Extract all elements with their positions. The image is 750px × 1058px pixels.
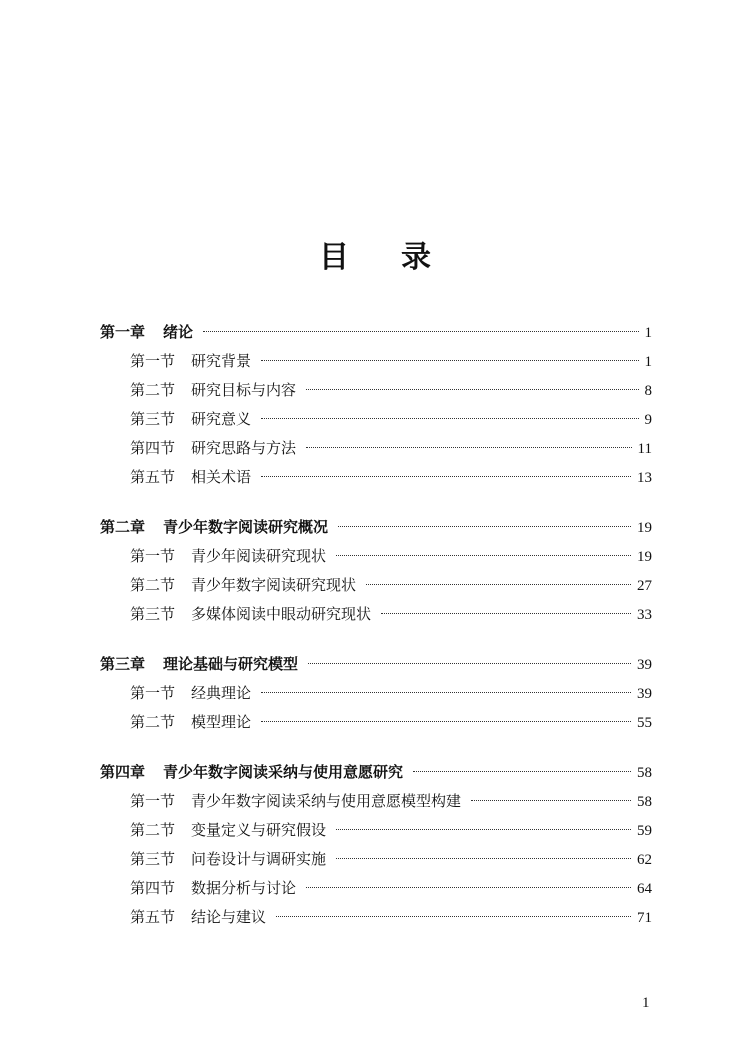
toc-section-entry[interactable]	[100, 903, 652, 932]
dot-leader	[276, 916, 631, 917]
toc-section-entry-label	[130, 542, 326, 571]
dot-leader	[336, 829, 631, 830]
dot-leader	[471, 800, 631, 801]
toc-section-entry-label	[130, 376, 296, 405]
toc-section-entry-title: 相关术语	[191, 468, 252, 486]
toc-section-entry-page: 59	[637, 823, 652, 839]
toc-section-entry-number: 第一节	[130, 792, 176, 810]
toc-section-entry-number: 第二节	[130, 821, 176, 839]
toc-section-entry-page: 1	[644, 354, 652, 370]
toc-chapter-block	[100, 650, 652, 737]
toc-section-entry-page: 33	[637, 607, 652, 623]
toc-section-entry-label	[130, 571, 356, 600]
toc-section-entry-label	[130, 874, 296, 903]
toc-section-entry-title: 青少年数字阅读研究现状	[191, 576, 357, 594]
toc-section-entry-label	[130, 787, 461, 816]
toc-section-entry-label	[130, 347, 251, 376]
toc-section-entry-label	[130, 434, 296, 463]
dot-leader	[306, 887, 631, 888]
toc-chapter-block	[100, 513, 652, 629]
dot-leader	[336, 555, 631, 556]
toc-chapter-entry-number: 第一章	[100, 323, 146, 341]
toc-section-entry[interactable]	[100, 542, 652, 571]
toc-section-entry-title: 研究背景	[191, 352, 252, 370]
toc-chapter-entry[interactable]	[100, 513, 652, 542]
footer-page-number: 1	[642, 995, 650, 1011]
toc-section-entry-label	[130, 463, 251, 492]
toc-section-entry[interactable]	[100, 434, 652, 463]
toc-section-entry[interactable]	[100, 600, 652, 629]
toc-section-entry-title: 研究思路与方法	[191, 439, 297, 457]
toc-section-entry-number: 第四节	[130, 879, 176, 897]
toc-section-entry-title: 结论与建议	[191, 908, 267, 926]
dot-leader	[381, 613, 631, 614]
toc-chapter-entry-page: 58	[637, 765, 652, 781]
toc-section-entry-page: 13	[637, 470, 652, 486]
toc-section-entry-title: 问卷设计与调研实施	[191, 850, 327, 868]
toc-chapter-entry[interactable]	[100, 758, 652, 787]
toc-section-entry-label	[130, 816, 326, 845]
toc-chapter-entry-page: 19	[637, 520, 652, 536]
toc-chapter-entry-label	[100, 650, 298, 679]
dot-leader	[306, 389, 638, 390]
toc-chapter-entry[interactable]	[100, 650, 652, 679]
page-title	[0, 232, 750, 276]
toc-section-entry-number: 第三节	[130, 410, 176, 428]
toc-section-entry-title: 多媒体阅读中眼动研究现状	[191, 605, 372, 623]
toc-section-entry-page: 55	[637, 715, 652, 731]
toc-section-entry-page: 39	[637, 686, 652, 702]
toc-section-entry-number: 第二节	[130, 381, 176, 399]
dot-leader	[308, 663, 631, 664]
toc-section-entry[interactable]	[100, 845, 652, 874]
toc-section-entry-page: 9	[644, 412, 652, 428]
toc-section-entry[interactable]	[100, 787, 652, 816]
toc-section-entry-label	[130, 600, 371, 629]
toc-section-entry-page: 19	[637, 549, 652, 565]
toc-chapter-entry-number: 第三章	[100, 655, 146, 673]
toc-chapter-entry-title: 绪论	[163, 323, 194, 341]
toc-chapter-entry-number: 第四章	[100, 763, 146, 781]
dot-leader	[413, 771, 631, 772]
toc-chapter-entry-label	[100, 758, 403, 787]
toc-section-entry-label	[130, 405, 251, 434]
toc-section-entry-number: 第一节	[130, 352, 176, 370]
toc-section-entry[interactable]	[100, 679, 652, 708]
toc-section-entry-page: 8	[644, 383, 652, 399]
toc-section-entry[interactable]	[100, 463, 652, 492]
toc-chapter-entry-label	[100, 513, 328, 542]
toc-section-entry-title: 研究意义	[191, 410, 252, 428]
toc-section-entry[interactable]	[100, 708, 652, 737]
toc-section-entry-page: 27	[637, 578, 652, 594]
toc-section-entry-number: 第五节	[130, 468, 176, 486]
toc-section-entry-number: 第五节	[130, 908, 176, 926]
toc-section-entry-title: 研究目标与内容	[191, 381, 297, 399]
title-char-right: 录	[401, 240, 431, 275]
toc-chapter-block	[100, 758, 652, 932]
toc-chapter-entry-title: 青少年数字阅读研究概况	[163, 518, 329, 536]
dot-leader	[261, 418, 638, 419]
toc-chapter-entry-page: 1	[644, 325, 652, 341]
toc-section-entry-label	[130, 903, 266, 932]
toc-section-entry-number: 第一节	[130, 684, 176, 702]
toc-section-entry-label	[130, 845, 326, 874]
table-of-contents	[100, 318, 652, 953]
toc-section-entry-number: 第一节	[130, 547, 176, 565]
toc-section-entry-title: 数据分析与讨论	[191, 879, 297, 897]
dot-leader	[261, 692, 631, 693]
toc-section-entry[interactable]	[100, 816, 652, 845]
toc-section-entry-page: 11	[637, 441, 652, 457]
toc-section-entry-page: 71	[637, 910, 652, 926]
toc-section-entry-number: 第三节	[130, 850, 176, 868]
toc-chapter-entry-title: 青少年数字阅读采纳与使用意愿研究	[163, 763, 404, 781]
dot-leader	[261, 721, 631, 722]
toc-section-entry-label	[130, 708, 251, 737]
toc-section-entry-title: 青少年阅读研究现状	[191, 547, 327, 565]
dot-leader	[261, 476, 631, 477]
toc-section-entry-number: 第三节	[130, 605, 176, 623]
toc-section-entry-title: 经典理论	[191, 684, 252, 702]
toc-section-entry[interactable]	[100, 347, 652, 376]
toc-section-entry-page: 58	[637, 794, 652, 810]
toc-section-entry-number: 第二节	[130, 576, 176, 594]
toc-chapter-entry-page: 39	[637, 657, 652, 673]
toc-section-entry-page: 64	[637, 881, 652, 897]
dot-leader	[203, 331, 638, 332]
toc-section-entry[interactable]	[100, 874, 652, 903]
toc-section-entry-number: 第二节	[130, 713, 176, 731]
dot-leader	[261, 360, 638, 361]
dot-leader	[366, 584, 631, 585]
toc-section-entry-title: 变量定义与研究假设	[191, 821, 327, 839]
toc-chapter-entry[interactable]	[100, 318, 652, 347]
toc-chapter-entry-label	[100, 318, 193, 347]
toc-chapter-entry-title: 理论基础与研究模型	[163, 655, 299, 673]
dot-leader	[336, 858, 631, 859]
toc-chapter-block	[100, 318, 652, 492]
toc-section-entry[interactable]	[100, 571, 652, 600]
toc-section-entry-number: 第四节	[130, 439, 176, 457]
toc-section-entry-title: 模型理论	[191, 713, 252, 731]
toc-section-entry-title: 青少年数字阅读采纳与使用意愿模型构建	[191, 792, 462, 810]
toc-section-entry[interactable]	[100, 405, 652, 434]
toc-section-entry-page: 62	[637, 852, 652, 868]
title-char-left: 目	[319, 240, 349, 275]
dot-leader	[306, 447, 632, 448]
toc-section-entry-label	[130, 679, 251, 708]
dot-leader	[338, 526, 631, 527]
toc-chapter-entry-number: 第二章	[100, 518, 146, 536]
toc-section-entry[interactable]	[100, 376, 652, 405]
